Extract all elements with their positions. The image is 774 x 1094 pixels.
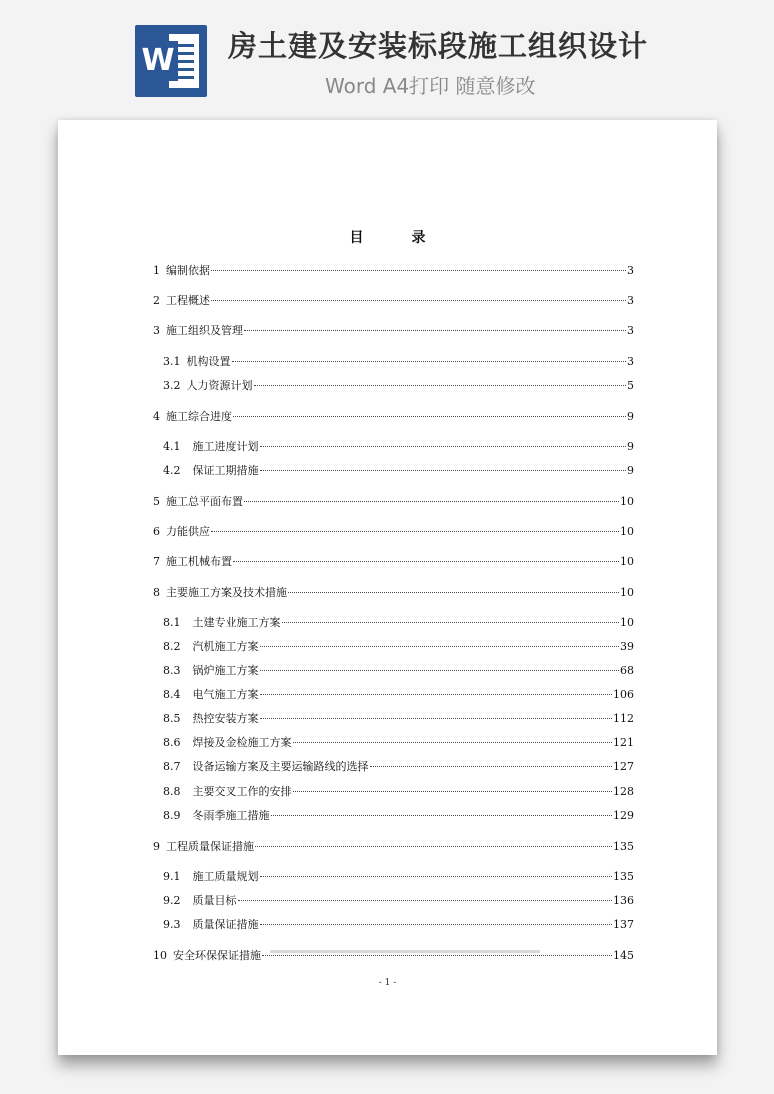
toc-entry-label: 施工机械布置: [166, 555, 232, 568]
toc-entry-label: 冬雨季施工措施: [192, 809, 270, 822]
toc-leader-dots: [288, 592, 619, 593]
toc-entry-number: 3.2: [163, 379, 181, 392]
toc-entry-page: 10: [620, 616, 634, 629]
toc-entry-page: 135: [613, 870, 634, 883]
toc-leader-dots: [255, 846, 612, 847]
toc-leader-dots: [211, 270, 626, 271]
toc-entry-label: 保证工期措施: [192, 464, 259, 477]
toc-entry[interactable]: [163, 377, 634, 393]
document-page: [58, 120, 717, 1055]
toc-leader-dots: [244, 501, 619, 502]
toc-leader-dots: [262, 955, 612, 956]
toc-leader-dots: [271, 815, 613, 816]
toc-leader-dots: [211, 300, 626, 301]
toc-entry-page: 5: [627, 379, 634, 392]
toc-leader-dots: [260, 646, 620, 647]
toc-entry-number: 3: [153, 324, 160, 337]
toc-entry[interactable]: [163, 686, 634, 702]
toc-leader-dots: [260, 876, 613, 877]
toc-leader-dots: [233, 561, 619, 562]
toc-entry-label: 汽机施工方案: [192, 640, 259, 653]
toc-entry-number: 8.8: [163, 785, 181, 798]
toc-entry[interactable]: [163, 638, 634, 654]
toc-entry-label: 施工进度计划: [192, 440, 259, 453]
toc-entry[interactable]: [163, 662, 634, 678]
toc-leader-dots: [244, 330, 626, 331]
toc-leader-dots: [293, 791, 613, 792]
toc-entry-number: 4: [153, 410, 160, 423]
toc-entry-page: 3: [627, 324, 634, 337]
toc-entry-page: 10: [620, 555, 634, 568]
toc-entry-number: 7: [153, 555, 160, 568]
document-subtitle: Word A4打印 随意修改: [325, 74, 536, 98]
toc-entry[interactable]: [163, 783, 634, 799]
toc-entry-number: 8.2: [163, 640, 181, 653]
toc-leader-dots: [260, 470, 627, 471]
toc-entry-number: 8.6: [163, 736, 181, 749]
toc-entry-page: 135: [613, 840, 634, 853]
toc-entry[interactable]: [153, 838, 634, 854]
toc-entry-label: 力能供应: [166, 525, 210, 538]
toc-entry[interactable]: [163, 353, 634, 369]
toc-entry-label: 焊接及金检施工方案: [192, 736, 292, 749]
toc-leader-dots: [293, 742, 613, 743]
document-title: 房土建及安装标段施工组织设计: [228, 29, 649, 63]
toc-entry-label: 质量保证措施: [192, 918, 259, 931]
toc-entry-label: 施工质量规划: [192, 870, 259, 883]
toc-leader-dots: [260, 694, 613, 695]
toc-entry[interactable]: [163, 614, 634, 630]
toc-entry-number: 4.2: [163, 464, 181, 477]
toc-entry-label: 施工组织及管理: [166, 324, 243, 337]
toc-entry[interactable]: [153, 493, 634, 509]
toc-entry-label: 锅炉施工方案: [192, 664, 259, 677]
toc-entry[interactable]: [163, 758, 634, 774]
toc-entry[interactable]: [153, 553, 634, 569]
toc-entry-label: 安全环保保证措施: [173, 949, 261, 962]
toc-entry-label: 主要施工方案及技术措施: [166, 586, 287, 599]
toc-entry[interactable]: [163, 734, 634, 750]
toc-leader-dots: [260, 670, 620, 671]
toc-entry-label: 工程质量保证措施: [166, 840, 254, 853]
toc-leader-dots: [282, 622, 620, 623]
toc-entry[interactable]: [163, 892, 634, 908]
toc-entry-number: 9.3: [163, 918, 181, 931]
toc-entry-page: 3: [627, 264, 634, 277]
header: [0, 0, 774, 110]
toc-entry-number: 4.1: [163, 440, 181, 453]
toc-entry-number: 8.4: [163, 688, 181, 701]
toc-entry-label: 工程概述: [166, 294, 210, 307]
word-icon-letter: W: [138, 41, 178, 81]
toc-leader-dots: [238, 900, 613, 901]
toc-entry-label: 主要交叉工作的安排: [192, 785, 292, 798]
toc-entry-number: 8.3: [163, 664, 181, 677]
toc-entry-label: 热控安装方案: [192, 712, 259, 725]
toc-entry[interactable]: [153, 523, 634, 539]
toc-entry-page: 128: [613, 785, 634, 798]
toc-leader-dots: [370, 766, 613, 767]
toc-entry-page: 9: [627, 440, 634, 453]
toc-entry-page: 68: [620, 664, 634, 677]
toc-entry-number: 2: [153, 294, 160, 307]
toc-entry-number: 3.1: [163, 355, 181, 368]
toc-entry-page: 3: [627, 355, 634, 368]
toc-leader-dots: [232, 361, 627, 362]
toc-entry-label: 土建专业施工方案: [192, 616, 281, 629]
page-number: - 1 -: [378, 978, 397, 988]
toc-entry-page: 136: [613, 894, 634, 907]
toc-entry-label: 设备运输方案及主要运输路线的选择: [192, 760, 369, 773]
toc-entry[interactable]: [153, 408, 634, 424]
toc-entry-page: 129: [613, 809, 634, 822]
toc-entry-label: 施工综合进度: [166, 410, 232, 423]
toc-entry[interactable]: [163, 916, 634, 932]
toc-entry-page: 137: [613, 918, 634, 931]
toc-entry-number: 8.1: [163, 616, 181, 629]
toc-entry-number: 9.1: [163, 870, 181, 883]
toc-entry-label: 编制依据: [166, 264, 210, 277]
toc-entry-number: 6: [153, 525, 160, 538]
toc-entry-number: 5: [153, 495, 160, 508]
toc-entry[interactable]: [163, 868, 634, 884]
toc-entry-page: 10: [620, 495, 634, 508]
toc-entry-label: 人力资源计划: [186, 379, 253, 392]
toc-entry-page: 39: [620, 640, 634, 653]
toc-entry-number: 8.5: [163, 712, 181, 725]
toc-leader-dots: [211, 531, 619, 532]
toc-leader-dots: [254, 385, 627, 386]
toc-entry-page: 10: [620, 586, 634, 599]
toc-entry[interactable]: [153, 584, 634, 600]
toc-entry-number: 9.2: [163, 894, 181, 907]
toc-entry-number: 10: [153, 949, 167, 962]
toc-title: 目录: [349, 230, 474, 246]
toc-entry-label: 质量目标: [192, 894, 237, 907]
toc-entry[interactable]: [153, 262, 634, 278]
toc-leader-dots: [260, 924, 613, 925]
toc-leader-dots: [260, 446, 627, 447]
toc-entry[interactable]: [163, 807, 634, 823]
toc-entry-number: 1: [153, 264, 160, 277]
toc-entry-label: 电气施工方案: [192, 688, 259, 701]
toc-entry[interactable]: [153, 322, 634, 338]
toc-entry-number: 9: [153, 840, 160, 853]
toc-entry[interactable]: [163, 438, 634, 454]
toc-entry-label: 机构设置: [186, 355, 231, 368]
toc-entry-page: 9: [627, 464, 634, 477]
toc-entry-page: 9: [627, 410, 634, 423]
toc-leader-dots: [260, 718, 613, 719]
toc-entry-page: 106: [613, 688, 634, 701]
toc-entry[interactable]: [163, 710, 634, 726]
toc-entry-page: 3: [627, 294, 634, 307]
toc-entry-page: 10: [620, 525, 634, 538]
toc-entry-label: 施工总平面布置: [166, 495, 243, 508]
toc-leader-dots: [233, 416, 626, 417]
toc-entry-number: 8.7: [163, 760, 181, 773]
toc-entry-page: 145: [613, 949, 634, 962]
toc-entry-page: 112: [613, 712, 634, 725]
toc-entry[interactable]: [153, 292, 634, 308]
word-document-icon: [135, 25, 207, 97]
horizontal-scrollbar[interactable]: [270, 950, 540, 953]
toc-entry-number: 8.9: [163, 809, 181, 822]
toc-entry[interactable]: [163, 462, 634, 478]
toc-entry-page: 127: [613, 760, 634, 773]
toc-entry-page: 121: [613, 736, 634, 749]
toc-entry-number: 8: [153, 586, 160, 599]
